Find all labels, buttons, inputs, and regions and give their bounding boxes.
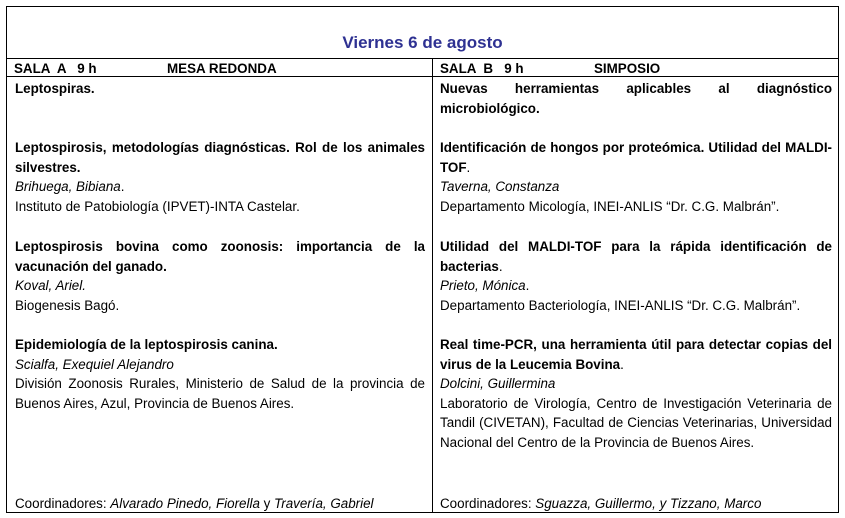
- talk-author: Scialfa, Exequiel Alejandro: [15, 356, 174, 372]
- right-topic: Nuevas herramientas aplicables al diagnóstico microbiológico.: [440, 81, 832, 116]
- left-session-type: MESA REDONDA: [167, 61, 277, 76]
- title-row: [7, 7, 838, 59]
- coordinators-label: Coordinadores:: [440, 496, 536, 511]
- talk-title: Leptospirosis, metodologías diagnósticas. Rol de los animales silvestres.: [15, 140, 425, 175]
- talk-author-suffix: .: [525, 278, 530, 294]
- talk-title: Leptospirosis bovina como zoonosis: importancia de la vacunación del ganado.: [15, 239, 425, 274]
- talk-title: Epidemiología de la leptospirosis canina.: [15, 337, 278, 352]
- talk-affiliation: Laboratorio de Virología, Centro de Investigación Veterinaria de Tandil (CIVETAN), Facultad de Ciencias Veterinarias, Universidad Nacional del Centro de la Provincia de Buenos Aires.: [440, 395, 832, 450]
- talk-affiliation: Instituto de Patobiología (IPVET)-INTA Castelar.: [15, 198, 300, 214]
- talk-title: Utilidad del MALDI-TOF para la rápida identificación de bacterias: [440, 239, 832, 274]
- day-title: Viernes 6 de agosto: [342, 33, 503, 52]
- talk-author: Dolcini, Guillermina: [440, 376, 556, 392]
- right-session-type: SIMPOSIO: [594, 61, 661, 76]
- left-coordinators: [15, 494, 374, 514]
- talk-affiliation: Departamento Micología, INEI-ANLIS “Dr. C.G. Malbrán”.: [440, 198, 780, 214]
- left-room: SALA A 9 h: [14, 61, 97, 76]
- schedule-table: [6, 6, 839, 513]
- right-talk-2: [440, 237, 832, 315]
- talk-title: Identificación de hongos por proteómica. Utilidad del MALDI-TOF: [440, 140, 832, 175]
- coordinator-name: Travería, Gabriel: [274, 496, 374, 511]
- right-talk-3: [440, 335, 832, 453]
- column-divider: [432, 59, 433, 513]
- right-coordinators: [440, 494, 761, 514]
- right-header: [433, 59, 838, 77]
- left-header: [7, 59, 433, 77]
- coordinator-name: Alvarado Pinedo, Fiorella: [110, 496, 260, 511]
- talk-affiliation: División Zoonosis Rurales, Ministerio de Salud de la provincia de Buenos Aires, Azul, Provincia de Buenos Aires.: [15, 376, 425, 411]
- talk-author: Prieto, Mónica: [440, 278, 526, 294]
- left-talk-3: [15, 335, 425, 413]
- right-room: SALA B 9 h: [440, 61, 524, 76]
- talk-author: Brihuega, Bibiana: [15, 179, 121, 195]
- talk-affiliation: Biogenesis Bagó.: [15, 297, 120, 313]
- talk-title-suffix: .: [466, 159, 471, 175]
- talk-affiliation: Departamento Bacteriología, INEI-ANLIS “Dr. C.G. Malbrán”.: [440, 297, 801, 313]
- talk-author-suffix: .: [120, 179, 125, 195]
- talk-title-suffix: .: [620, 356, 624, 372]
- coordinators-label: Coordinadores:: [15, 496, 111, 511]
- talk-author: Koval, Ariel.: [15, 278, 86, 294]
- coordinators-conjunction: y: [259, 496, 275, 511]
- coordinator-names: Sguazza, Guillermo, y Tizzano, Marco: [535, 496, 762, 511]
- right-talk-1: [440, 138, 832, 216]
- left-talk-1: [15, 138, 425, 216]
- left-topic: Leptospiras.: [15, 81, 95, 96]
- talk-title-suffix: .: [498, 258, 503, 274]
- talk-author: Taverna, Constanza: [440, 179, 560, 195]
- talk-title: Real time-PCR, una herramienta útil para detectar copias del virus de la Leucemia Bovina: [440, 337, 832, 372]
- left-talk-2: [15, 237, 425, 315]
